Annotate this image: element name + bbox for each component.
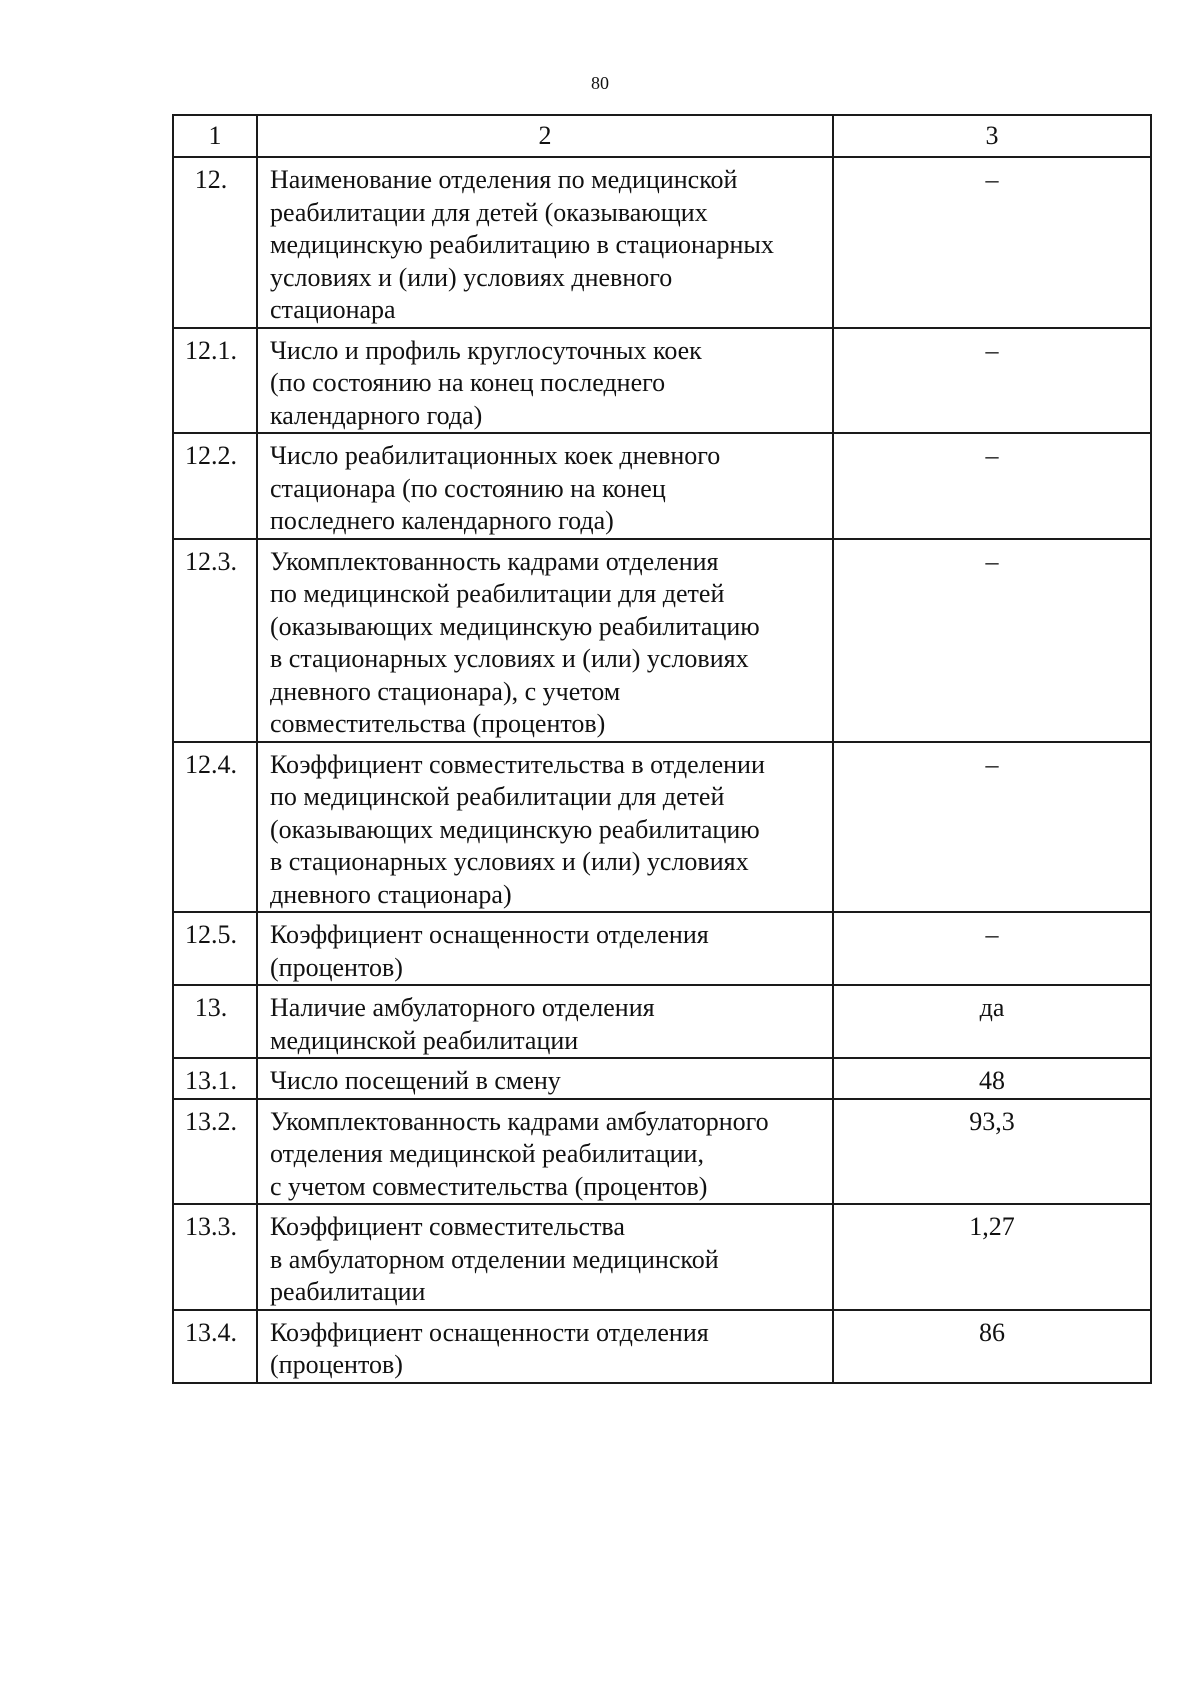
description-line: реабилитации (270, 1277, 426, 1306)
row-value: да (833, 985, 1151, 1058)
row-description (257, 433, 833, 539)
row-description (257, 1099, 833, 1205)
row-number: 12.5. (173, 912, 257, 985)
description-line: в стационарных условиях и (или) условиях (270, 847, 749, 876)
description-line: стационара (270, 295, 396, 324)
row-value: 48 (833, 1058, 1151, 1099)
table-row (173, 1204, 1151, 1310)
description-line: Число реабилитационных коек дневного (270, 441, 721, 470)
description-line: совместительства (процентов) (270, 709, 606, 738)
description-line: Коэффициент совместительства (270, 1212, 625, 1241)
table-row (173, 157, 1151, 328)
row-value: – (833, 742, 1151, 913)
row-value: – (833, 539, 1151, 742)
row-description (257, 1204, 833, 1310)
row-value: 1,27 (833, 1204, 1151, 1310)
data-table (172, 114, 1152, 1384)
description-line: в стационарных условиях и (или) условиях (270, 644, 749, 673)
table-row (173, 433, 1151, 539)
row-description (257, 1058, 833, 1099)
description-line: медицинской реабилитации (270, 1025, 579, 1055)
description-line: по медицинской реабилитации для детей (270, 579, 725, 608)
description-line: с учетом совместительства (процентов) (270, 1171, 708, 1201)
page-number: 80 (591, 73, 609, 93)
table-body (173, 115, 1151, 1383)
description-line: в амбулаторном отделении медицинской (270, 1244, 719, 1274)
description-line: (по состоянию на конец последнего (270, 368, 666, 397)
description-line: календарного года) (270, 400, 483, 430)
description-line: (оказывающих медицинскую реабилитацию (270, 611, 760, 641)
description-line: дневного стационара) (270, 879, 512, 909)
row-number: 12.4. (173, 742, 257, 913)
description-line: Число посещений в смену (270, 1066, 561, 1095)
table-row (173, 328, 1151, 434)
row-value: 93,3 (833, 1099, 1151, 1205)
row-number: 12. (173, 157, 257, 328)
row-description (257, 1310, 833, 1383)
table-row (173, 1099, 1151, 1205)
row-number: 13.3. (173, 1204, 257, 1310)
table-row (173, 985, 1151, 1058)
row-description (257, 742, 833, 913)
row-number: 13.2. (173, 1099, 257, 1205)
description-line: Коэффициент оснащенности отделения (270, 1317, 709, 1347)
header-cell-2: 2 (257, 115, 833, 157)
row-number: 12.1. (173, 328, 257, 434)
description-line: условиях и (или) условиях дневного (270, 262, 673, 292)
row-number: 12.3. (173, 539, 257, 742)
description-line: (процентов) (270, 1350, 403, 1379)
table-header-row (173, 115, 1151, 157)
row-value: – (833, 328, 1151, 434)
row-description (257, 539, 833, 742)
description-line: Число и профиль круглосуточных коек (270, 335, 702, 365)
table-row (173, 912, 1151, 985)
description-line: по медицинской реабилитации для детей (270, 782, 725, 811)
table-row (173, 1058, 1151, 1099)
row-value: – (833, 157, 1151, 328)
row-number: 13.4. (173, 1310, 257, 1383)
row-value: 86 (833, 1310, 1151, 1383)
table-row (173, 742, 1151, 913)
description-line: отделения медицинской реабилитации, (270, 1139, 704, 1168)
description-line: (процентов) (270, 952, 403, 982)
row-description (257, 985, 833, 1058)
description-line: медицинскую реабилитацию в стационарных (270, 230, 774, 259)
header-cell-1: 1 (173, 115, 257, 157)
description-line: стационара (по состоянию на конец (270, 473, 666, 503)
row-value: – (833, 912, 1151, 985)
row-number: 13.1. (173, 1058, 257, 1099)
row-number: 12.2. (173, 433, 257, 539)
table-row (173, 539, 1151, 742)
description-line: (оказывающих медицинскую реабилитацию (270, 814, 760, 844)
description-line: дневного стационара), с учетом (270, 676, 621, 706)
description-line: последнего календарного года) (270, 506, 614, 535)
row-number: 13. (173, 985, 257, 1058)
description-line: Коэффициент совместительства в отделении (270, 749, 765, 779)
description-line: Наличие амбулаторного отделения (270, 993, 655, 1022)
description-line: Наименование отделения по медицинской (270, 165, 738, 194)
row-value: – (833, 433, 1151, 539)
table-row (173, 1310, 1151, 1383)
row-description (257, 328, 833, 434)
description-line: Укомплектованность кадрами отделения (270, 546, 719, 576)
row-description (257, 912, 833, 985)
description-line: Коэффициент оснащенности отделения (270, 920, 709, 949)
header-cell-3: 3 (833, 115, 1151, 157)
row-description (257, 157, 833, 328)
description-line: Укомплектованность кадрами амбулаторного (270, 1106, 769, 1136)
description-line: реабилитации для детей (оказывающих (270, 197, 708, 227)
